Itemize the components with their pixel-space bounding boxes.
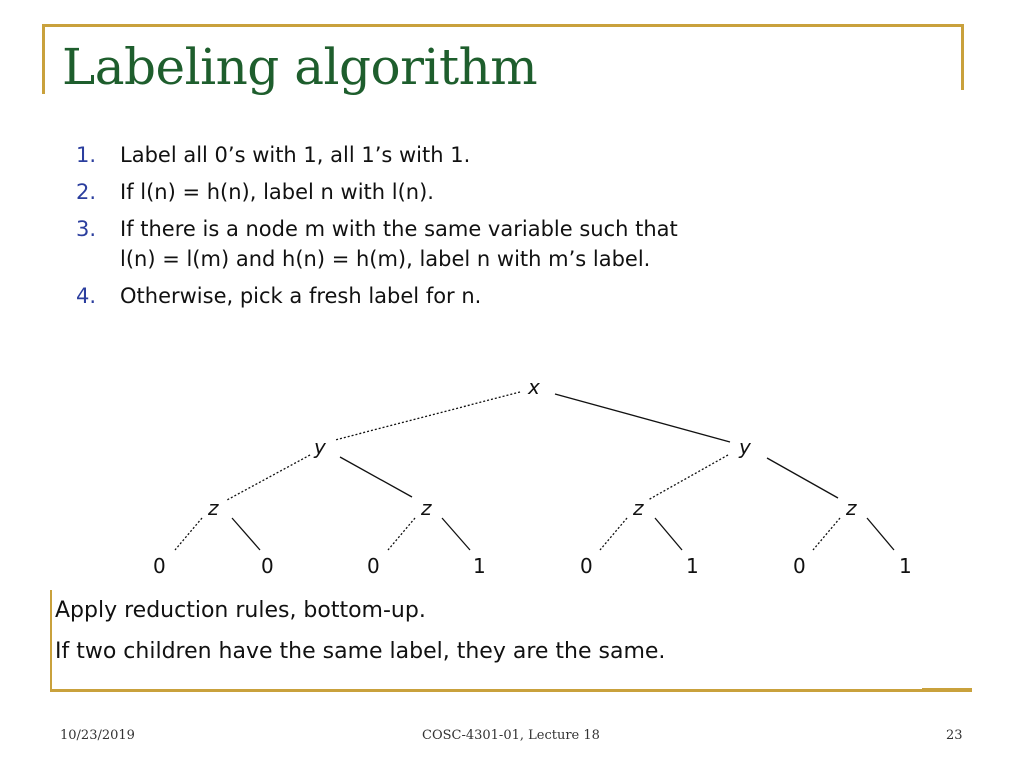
frame-left-rule [42,24,45,94]
footer-date: 10/23/2019 [60,728,135,743]
edge-low-z-leaf [813,518,840,550]
step-item [76,177,936,207]
note-line: If two children have the same label, they are the same. [55,639,666,664]
edge-low-x-y [335,392,520,440]
edge-high-y-z [340,457,412,497]
node-z: z [421,496,432,520]
leaf-node: 0 [793,554,806,578]
step-text: Otherwise, pick a fresh label for n. [120,284,482,308]
step-item [76,214,936,274]
node-y: y [739,435,751,459]
step-number: 1. [76,143,97,167]
step-number: 2. [76,180,97,204]
edge-high-z-leaf [655,518,682,550]
step-item [76,281,936,311]
footer-course: COSC-4301-01, Lecture 18 [422,728,600,743]
frame-bottom-rule [50,689,972,692]
leaf-node: 1 [686,554,699,578]
step-number: 3. [76,217,97,241]
step-text: If there is a node m with the same variable such that l(n) = l(m) and h(n) = h(m), label n with m’s label. [120,217,678,271]
edge-high-z-leaf [867,518,894,550]
leaf-node: 1 [899,554,912,578]
edge-low-z-leaf [388,518,415,550]
leaf-node: 0 [261,554,274,578]
step-text: If l(n) = h(n), label n with l(n). [120,180,434,204]
edge-low-y-z [227,455,310,500]
leaf-node: 0 [153,554,166,578]
step-number: 4. [76,284,97,308]
edge-high-x-y [555,394,730,442]
step-text: Label all 0’s with 1, all 1’s with 1. [120,143,471,167]
step-item [76,140,936,170]
edge-high-z-leaf [232,518,260,550]
node-z: z [633,496,644,520]
notes [55,598,665,680]
frame-left-lower-rule [50,590,52,690]
slide-title: Labeling algorithm [62,38,538,96]
node-x: x [528,375,540,399]
edge-low-y-z [648,455,728,500]
edge-low-z-leaf [600,518,627,550]
leaf-node: 0 [367,554,380,578]
edge-high-z-leaf [442,518,470,550]
leaf-node: 0 [580,554,593,578]
node-y: y [314,435,326,459]
edge-low-z-leaf [175,518,202,550]
leaf-node: 1 [473,554,486,578]
footer-page-number: 23 [946,728,963,743]
note-line: Apply reduction rules, bottom-up. [55,598,426,623]
algorithm-steps [76,140,936,318]
node-z: z [846,496,857,520]
frame-top-rule [42,24,964,27]
frame-right-rule [961,24,964,90]
edge-high-y-z [767,458,838,498]
frame-bottom-accent [922,688,972,692]
node-z: z [208,496,219,520]
bdd-tree-diagram [130,370,930,590]
